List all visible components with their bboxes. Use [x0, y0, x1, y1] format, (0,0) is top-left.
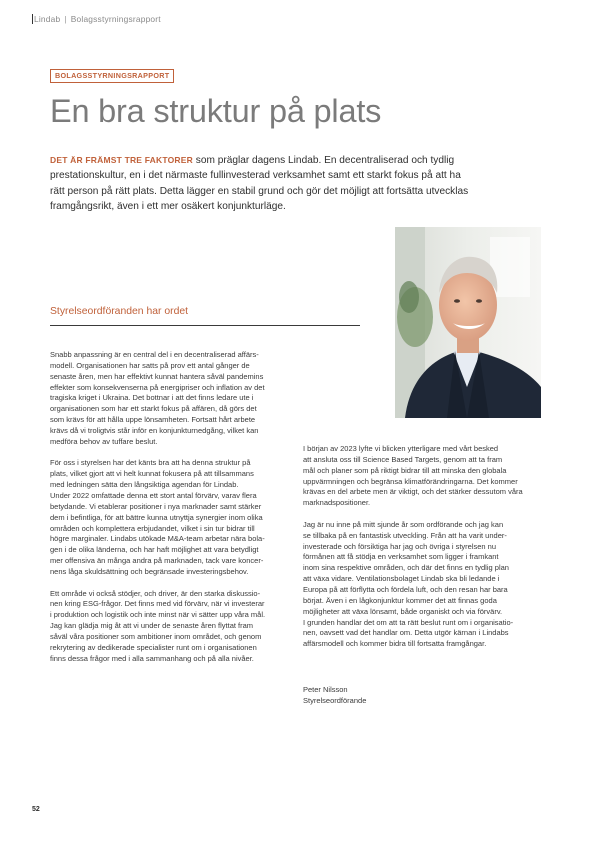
text-line: dem i befintliga, för att bättre kunna utnyttja synergier inom olika — [50, 512, 263, 522]
text-line: förmånen att få stödja en verksamhet som ligger i framkant — [303, 552, 499, 562]
body-paragraph — [50, 350, 265, 448]
text-line: I grunden handlar det om att ta rätt beslut runt om i organisatio- — [303, 617, 514, 627]
text-line: modell. Organisationen har satts på prov ett antal gånger de — [50, 360, 250, 370]
text-line: medföra behov av tuffare beslut. — [50, 436, 158, 446]
text-line: som krävs för att hålla uppe lönsamheten. Fortsatt hårt arbete — [50, 415, 256, 425]
text-line: marknadspositioner. — [303, 498, 371, 508]
right-text-column — [303, 444, 523, 661]
left-text-column — [50, 350, 265, 675]
text-line: Ett område vi också stödjer, och driver, är den starka diskussio- — [50, 588, 261, 598]
body-paragraph — [303, 444, 523, 509]
text-line: effekter som konsekvenserna på energipriser och inflation av det — [50, 382, 265, 392]
text-line: mer offensiva än många andra på marknaden, tack vare koncer- — [50, 556, 264, 566]
text-line: tragiska kriget i Ukraina. Det bottnar i att det finns ledare ute i — [50, 393, 254, 403]
text-line: Snabb anpassning är en central del i en decentraliserad affärs- — [50, 350, 259, 359]
text-line: med ledningen sätta den långsiktiga agendan för Lindab. — [50, 480, 239, 490]
text-line: högre marginaler. Lindabs utökade M&A-team arbetar nära bola- — [50, 534, 265, 544]
text-line: nen, oavsett vad det handlar om. Detta utgör kärnan i Lindabs — [303, 628, 509, 638]
text-line: Jag kan glädja mig åt att vi under de senaste åren flyttat fram — [50, 621, 254, 631]
text-line: betydande. Vi etablerar positioner i nya marknader samt stärker — [50, 501, 262, 511]
body-paragraph — [50, 458, 265, 577]
signature-role: Styrelseordförande — [303, 695, 367, 705]
text-line: nen kring ESG-frågor. Det finns med vid förvärv, när vi investerar — [50, 599, 265, 609]
text-line: att ansluta oss till Science Based Targets, genom att ta fram — [303, 454, 503, 464]
text-line: krävas en del arbete men är viktigt, och det stärker dessutom våra — [303, 487, 523, 497]
text-line: senaste åren, men har effektivt kunnat hantera såväl pandemins — [50, 371, 264, 381]
portrait-illustration — [395, 227, 541, 418]
text-line: att växa vidare. Ventilationsbolaget Lindab ska bli ledande i — [303, 574, 500, 584]
text-line: affärsmodell och kommer bidra till fortsatta framgångar. — [303, 639, 487, 649]
section-heading: Styrelseordföranden har ordet — [50, 306, 189, 317]
text-line: Under 2022 omfattade denna ett stort antal förvärv, varav flera — [50, 490, 257, 500]
body-paragraph — [50, 589, 265, 665]
header-marker — [32, 14, 33, 24]
text-line: plats, vilket gjort att vi helt kunnat fokusera på att tillsammans — [50, 469, 254, 479]
text-line: såväl våra positioner som ambitioner inom området, och genom — [50, 631, 262, 641]
portrait-photo — [395, 227, 541, 418]
lead-paragraph — [50, 153, 470, 214]
section-tag: BOLAGSSTYRNINGSRAPPORT — [50, 69, 174, 83]
text-line: inom sina respektive områden, och där det finns en tydlig plan — [303, 563, 509, 573]
text-line: I början av 2023 lyfte vi blicken ytterligare med vårt besked — [303, 444, 499, 453]
text-line: finns dessa frågor med i alla sammanhang och på alla nivåer. — [50, 653, 254, 663]
text-line: mål och planer som på riktigt bidrar till att minska den globala — [303, 465, 507, 475]
text-line: nens låga skuldsättning och begränsade investeringsbehov. — [50, 566, 249, 576]
header-brand: Lindab — [34, 14, 61, 24]
text-line: se tillbaka på en fantastisk utveckling. Från att ha varit under- — [303, 530, 507, 540]
text-line: Jag är nu inne på mitt sjunde år som ordförande och jag kan — [303, 519, 504, 529]
text-line: gen i de olika länderna, och har haft möjlighet att vara betydligt — [50, 545, 259, 555]
running-head — [32, 14, 161, 24]
text-line: organisationen som har ett starkt fokus på affären, då görs det — [50, 404, 257, 414]
text-line: områden och komplettera erbjudandet, vilket i sin tur bidrar till — [50, 523, 255, 533]
page-title: En bra struktur på plats — [50, 93, 382, 129]
text-line: Europa på att förflytta och fördela luft, och den resan har bara — [303, 584, 508, 594]
text-line: krävs då vi troligtvis står inför en konjunkturnedgång, vilket kan — [50, 425, 259, 435]
text-line: börjat. Även i en lågkonjunktur kommer det att finnas goda — [303, 595, 497, 605]
text-line: rekrytering av dedikerade specialister runt om i organisationen — [50, 642, 257, 652]
text-line: investerade och försiktiga har jag och övriga i styrelsen nu — [303, 541, 497, 551]
section-divider — [50, 325, 360, 326]
signature-name: Peter Nilsson — [303, 685, 348, 694]
text-line: uppvärmningen och begränsa klimatförändringarna. Det kommer — [303, 476, 518, 486]
text-line: möjligheter att växa lönsamt, både organiskt och via förvärv. — [303, 606, 503, 616]
lead-kicker: DET ÄR FRÄMST TRE FAKTORER — [50, 155, 193, 165]
text-line: i produktion och logistik och inte minst när vi sätter upp våra mål. — [50, 610, 266, 620]
header-section: Bolagsstyrningsrapport — [70, 14, 161, 24]
signature-block — [303, 685, 366, 707]
page-number: 52 — [32, 806, 40, 813]
text-line: För oss i styrelsen har det känts bra att ha denna struktur på — [50, 458, 251, 468]
body-paragraph — [303, 520, 523, 650]
header-separator: | — [64, 14, 67, 24]
lead-text: som präglar dagens Lindab. En decentraliserad och tydlig prestationskultur, en i det närmaste fullinvesterad verksamhet samt ett starkt fokus på att ha rätt person på rätt plats. Detta lägger en stabil grund och gör det möjligt att fortsätta utvecklas framgångsrikt, även i ett mer osäkert konjunkturläge. — [50, 155, 469, 212]
